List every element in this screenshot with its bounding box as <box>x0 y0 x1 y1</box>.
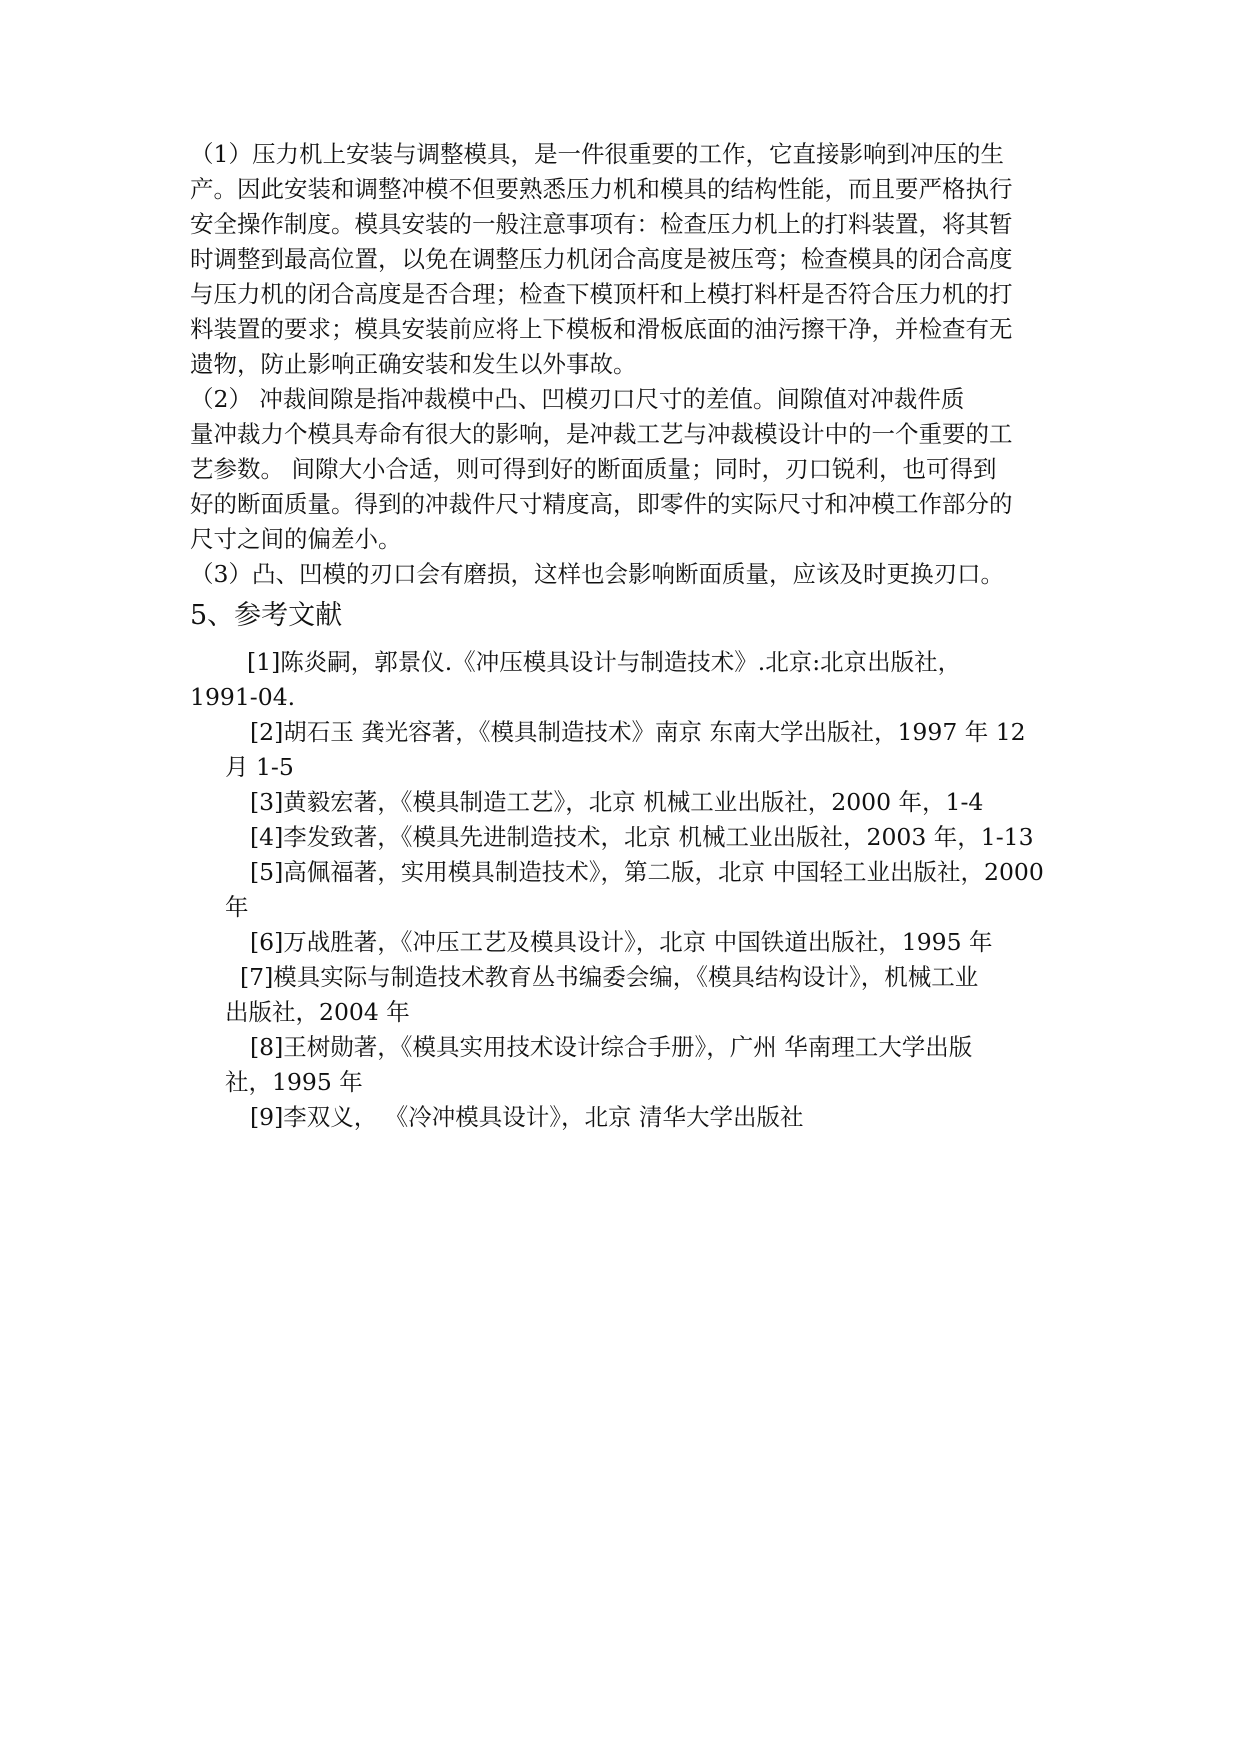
paragraph-line: 好的断面质量。得到的冲裁件尺寸精度高，即零件的实际尺寸和冲模工作部分的 <box>190 490 1013 518</box>
paragraph-line: （1）压力机上安装与调整模具，是一件很重要的工作，它直接影响到冲压的生 <box>190 140 1004 168</box>
reference-item: [4]李发致著，《模具先进制造技术，北京 机械工业出版社，2003 年，1-13 <box>250 823 1034 851</box>
paragraph-line: 料装置的要求；模具安装前应将上下模板和滑板底面的油污擦干净，并检查有无 <box>190 315 1013 343</box>
reference-item-continuation: 月 1-5 <box>225 753 294 781</box>
reference-item: [7]模具实际与制造技术教育丛书编委会编，《模具结构设计》，机械工业 <box>240 963 979 991</box>
paragraph-line: 安全操作制度。模具安装的一般注意事项有：检查压力机上的打料装置，将其暂 <box>190 210 1013 238</box>
reference-item: [5]高佩福著，实用模具制造技术》，第二版，北京 中国轻工业出版社，2000 <box>250 858 1044 886</box>
paragraph-line: 时调整到最高位置，以免在调整压力机闭合高度是被压弯；检查模具的闭合高度 <box>190 245 1013 273</box>
reference-item-continuation: 年 <box>225 893 249 921</box>
reference-item: [6]万战胜著，《冲压工艺及模具设计》，北京 中国铁道出版社，1995 年 <box>250 928 993 956</box>
reference-item: [2]胡石玉 龚光容著，《模具制造技术》南京 东南大学出版社，1997 年 12 <box>250 718 1026 746</box>
reference-item: [8]王树勋著，《模具实用技术设计综合手册》，广州 华南理工大学出版 <box>250 1033 973 1061</box>
paragraph-line: 量冲裁力个模具寿命有很大的影响，是冲裁工艺与冲裁模设计中的一个重要的工 <box>190 420 1013 448</box>
reference-item: [3]黄毅宏著，《模具制造工艺》，北京 机械工业出版社，2000 年，1-4 <box>250 788 984 816</box>
reference-item: [9]李双义， 《冷冲模具设计》，北京 清华大学出版社 <box>250 1103 804 1131</box>
reference-item-continuation: 出版社，2004 年 <box>225 998 410 1026</box>
reference-item: [1]陈炎嗣，郭景仪.《冲压模具设计与制造技术》.北京:北京出版社， <box>247 648 962 676</box>
paragraph-line: （3）凸、凹模的刃口会有磨损，这样也会影响断面质量，应该及时更换刃口。 <box>190 560 1004 588</box>
paragraph-line: （2） 冲裁间隙是指冲裁模中凸、凹模刃口尺寸的差值。间隙值对冲裁件质 <box>190 385 965 413</box>
paragraph-line: 尺寸之间的偏差小。 <box>190 525 402 553</box>
section-heading: 5、参考文献 <box>190 600 343 631</box>
reference-item-continuation: 社，1995 年 <box>225 1068 363 1096</box>
reference-item-continuation: 1991-04. <box>190 683 296 711</box>
paragraph-line: 与压力机的闭合高度是否合理；检查下模顶杆和上模打料杆是否符合压力机的打 <box>190 280 1013 308</box>
paragraph-line: 遗物，防止影响正确安装和发生以外事故。 <box>190 350 637 378</box>
paragraph-line: 艺参数。 间隙大小合适，则可得到好的断面质量；同时，刃口锐利，也可得到 <box>190 455 997 483</box>
paragraph-line: 产。因此安装和调整冲模不但要熟悉压力机和模具的结构性能，而且要严格执行 <box>190 175 1013 203</box>
